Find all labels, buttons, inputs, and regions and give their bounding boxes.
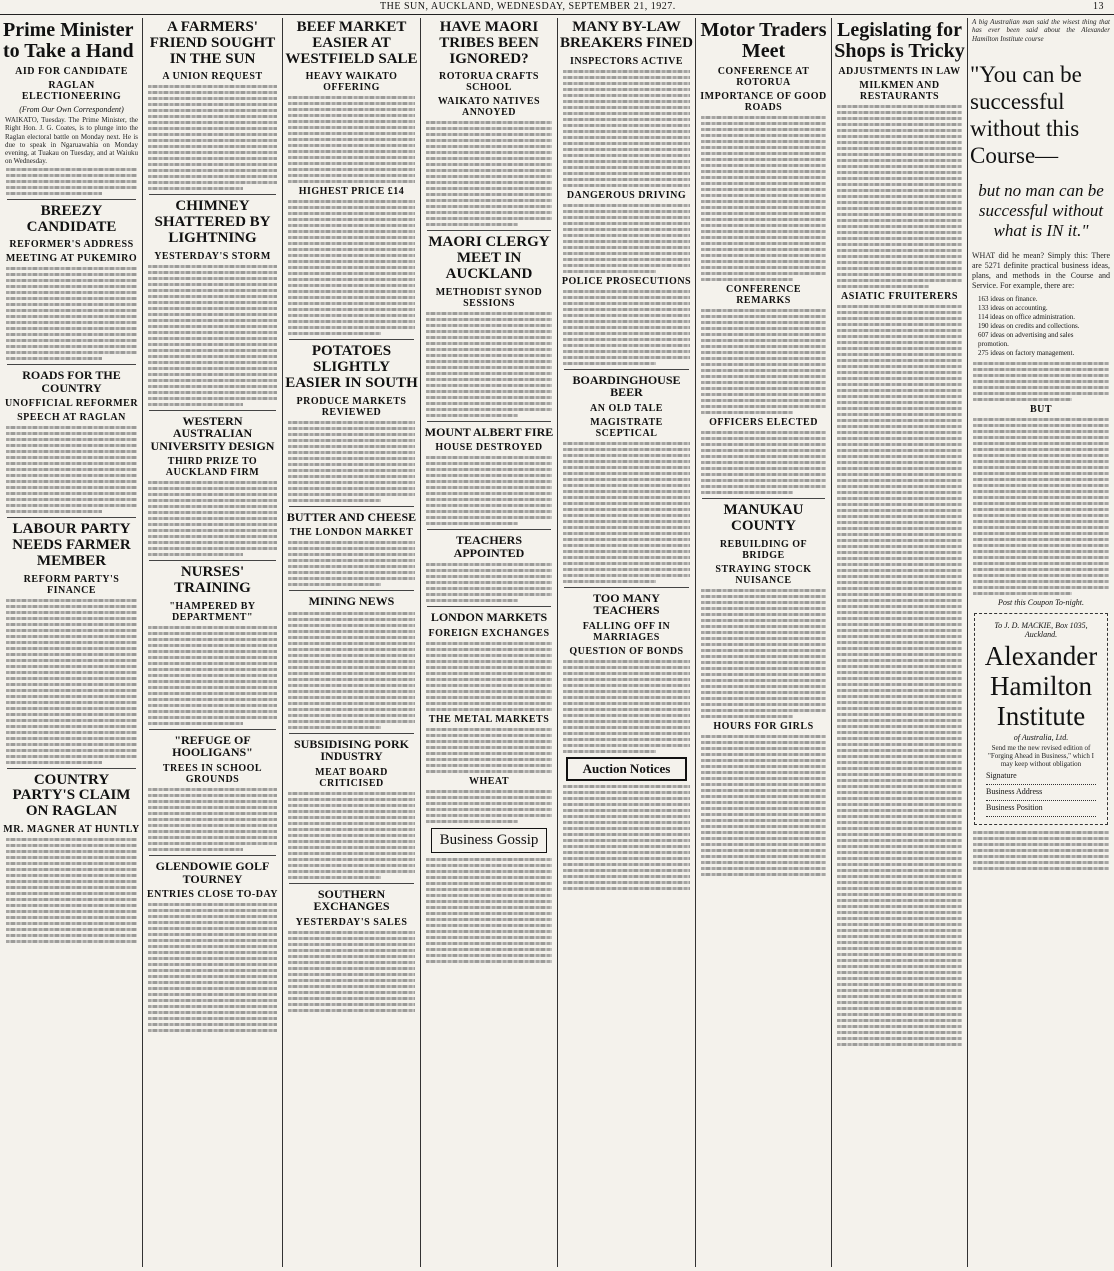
subheading: WHEAT bbox=[468, 775, 510, 787]
subheading: CONFERENCE AT ROTORUA bbox=[717, 66, 810, 88]
headline: GLENDOWIE GOLF TOURNEY bbox=[155, 858, 270, 886]
divider bbox=[289, 883, 414, 884]
headline: MAORI CLERGY MEET IN AUCKLAND bbox=[428, 234, 550, 282]
divider bbox=[427, 421, 551, 422]
article-body bbox=[285, 200, 418, 335]
list-item: 275 ideas on factory management. bbox=[978, 348, 1075, 357]
headline: SUBSIDISING PORK INDUSTRY bbox=[293, 736, 410, 764]
headline: MINING NEWS bbox=[308, 594, 395, 609]
advert-intro: A big Australian man said the wisest thing that has ever been said about the Alexander Hamilton Institute course bbox=[972, 18, 1110, 43]
column-3 bbox=[285, 18, 418, 1267]
headline: TEACHERS APPOINTED bbox=[453, 533, 525, 560]
column-4 bbox=[423, 18, 555, 1267]
article-body bbox=[145, 85, 280, 190]
divider bbox=[7, 517, 136, 518]
subheading: THE LONDON MARKET bbox=[289, 527, 414, 539]
divider bbox=[564, 369, 689, 370]
article-body bbox=[560, 290, 693, 365]
article-body bbox=[560, 785, 693, 890]
advert-body bbox=[970, 831, 1112, 870]
article-body bbox=[285, 96, 418, 183]
subheading: HEAVY WAIKATO OFFERING bbox=[305, 71, 398, 94]
advert-body bbox=[970, 362, 1112, 401]
headline: SOUTHERN EXCHANGES bbox=[313, 886, 390, 914]
article-body bbox=[834, 105, 965, 288]
article-body bbox=[834, 305, 965, 1046]
subheading: IMPORTANCE OF GOOD ROADS bbox=[700, 91, 827, 113]
article-body bbox=[3, 426, 140, 513]
article-body bbox=[285, 612, 418, 729]
article-body bbox=[698, 431, 829, 494]
divider bbox=[702, 498, 825, 499]
column-rule bbox=[831, 18, 832, 1267]
business-gossip-box: Business Gossip bbox=[431, 828, 547, 853]
coupon-request: Send me the new revised edition of "Forging Ahead in Business," which I may keep without obligation bbox=[988, 743, 1094, 769]
divider bbox=[427, 606, 551, 607]
divider bbox=[149, 855, 276, 856]
subheading: UNOFFICIAL REFORMER bbox=[4, 398, 139, 410]
divider bbox=[7, 199, 136, 200]
headline: POTATOES SLIGHTLY EASIER IN SOUTH bbox=[285, 343, 418, 391]
headline: WESTERN AUSTRALIAN UNIVERSITY DESIGN bbox=[150, 413, 275, 453]
divider bbox=[289, 506, 414, 507]
subheading: YESTERDAY'S SALES bbox=[295, 917, 408, 929]
article-body bbox=[698, 309, 829, 414]
subheading: MEAT BOARD CRITICISED bbox=[315, 766, 388, 789]
advert-but: BUT bbox=[1029, 403, 1053, 415]
subheading: AN OLD TALE bbox=[590, 402, 663, 414]
list-item: 163 ideas on finance. bbox=[978, 294, 1038, 303]
article-body bbox=[560, 204, 693, 273]
subheading: METHODIST SYNOD SESSIONS bbox=[435, 286, 543, 309]
subheading: HOURS FOR GIRLS bbox=[713, 720, 814, 732]
institute-suffix: of Australia, Ltd. bbox=[1013, 732, 1069, 742]
subheading: TREES IN SCHOOL GROUNDS bbox=[162, 762, 263, 785]
business-address-field[interactable]: Business Address bbox=[986, 787, 1096, 801]
headline: MOUNT ALBERT FIRE bbox=[424, 424, 554, 439]
masthead bbox=[0, 0, 1114, 15]
subheading: QUESTION OF BONDS bbox=[569, 645, 684, 657]
headline: Legislating for Shops is Tricky bbox=[834, 19, 965, 62]
article-body bbox=[145, 788, 280, 851]
subheading: WAIKATO NATIVES ANNOYED bbox=[437, 96, 541, 119]
article-body bbox=[423, 456, 555, 525]
headline: MANUKAU COUNTY bbox=[723, 502, 804, 534]
article-body bbox=[285, 421, 418, 502]
headline: LONDON MARKETS bbox=[430, 610, 548, 625]
subheading: DANGEROUS DRIVING bbox=[566, 189, 687, 201]
article-body bbox=[560, 442, 693, 583]
article-body bbox=[3, 267, 140, 360]
subheading: INSPECTORS ACTIVE bbox=[569, 55, 684, 67]
article-body bbox=[423, 642, 555, 711]
article-body bbox=[145, 481, 280, 556]
institute-name: Institute bbox=[996, 700, 1086, 731]
article-text: WAIKATO, Tuesday. The Prime Minister, the Right Hon. J. G. Coates, is to plunge into the Raglan electoral battle on Monday next. He is due to speak in Ngaruawahia on Monday evening, at Tuakau on Tuesday, and at Waiuku on Wednesday. bbox=[5, 116, 138, 166]
column-6 bbox=[698, 18, 829, 1267]
subheading: REBUILDING OF BRIDGE bbox=[719, 538, 808, 561]
subheading: FOREIGN EXCHANGES bbox=[428, 627, 550, 639]
article-body bbox=[145, 626, 280, 725]
hamilton-institute-advert bbox=[970, 18, 1112, 1267]
column-rule bbox=[282, 18, 283, 1267]
article-body bbox=[423, 728, 555, 773]
list-item: 190 ideas on credits and collections. bbox=[978, 321, 1080, 330]
divider bbox=[7, 364, 136, 365]
article-body bbox=[3, 168, 140, 195]
advert-lead: WHAT did he mean? Simply this: There are 5271 definite practical business ideas, plans, and methods in the Course and Service. For example, there are: bbox=[972, 250, 1110, 290]
article-body bbox=[285, 931, 418, 1012]
subheading: MR. MAGNER AT HUNTLY bbox=[3, 823, 140, 835]
article-body bbox=[560, 70, 693, 187]
column-rule bbox=[695, 18, 696, 1267]
subheading: RAGLAN ELECTIONEERING bbox=[21, 80, 122, 102]
subheading: HOUSE DESTROYED bbox=[435, 442, 543, 454]
divider bbox=[149, 729, 276, 730]
divider bbox=[289, 733, 414, 734]
coupon-heading: Post this Coupon To-night. bbox=[998, 597, 1084, 607]
subheading: ASIATIC FRUITERERS bbox=[841, 291, 958, 302]
coupon-address: To J. D. MACKIE, Box 1035, Auckland. bbox=[994, 620, 1088, 639]
article-body bbox=[145, 903, 280, 1032]
subheading: REFORM PARTY'S FINANCE bbox=[23, 573, 120, 596]
subheading: ROTORUA CRAFTS SCHOOL bbox=[439, 71, 539, 94]
column-rule bbox=[420, 18, 421, 1267]
subheading: CONFERENCE REMARKS bbox=[725, 284, 801, 306]
subheading: POLICE PROSECUTIONS bbox=[561, 275, 692, 287]
list-item: 133 ideas on accounting. bbox=[978, 303, 1048, 312]
column-rule bbox=[142, 18, 143, 1267]
subheading: YESTERDAY'S STORM bbox=[154, 250, 271, 262]
column-rule bbox=[967, 18, 968, 1267]
article-body bbox=[423, 563, 555, 602]
article-body bbox=[560, 660, 693, 753]
column-7 bbox=[834, 18, 965, 1267]
headline: COUNTRY PARTY'S CLAIM ON RAGLAN bbox=[12, 771, 131, 820]
advert-quote: "You can be successful without this Course— bbox=[970, 61, 1082, 168]
divider bbox=[149, 560, 276, 561]
signature-field[interactable]: Signature bbox=[986, 771, 1096, 785]
article-body bbox=[285, 792, 418, 879]
subheading: MEETING AT PUKEMIRO bbox=[5, 253, 138, 265]
subheading: MAGISTRATE SCEPTICAL bbox=[590, 416, 663, 439]
subheading: HIGHEST PRICE £14 bbox=[298, 186, 405, 198]
headline: BUTTER AND CHEESE bbox=[286, 509, 417, 524]
headline: NURSES' TRAINING bbox=[174, 564, 251, 597]
headline: Prime Minister to Take a Hand bbox=[3, 19, 134, 62]
headline: ROADS FOR THE COUNTRY bbox=[22, 368, 121, 395]
divider bbox=[7, 768, 136, 769]
headline: "REFUGE OF HOOLIGANS" bbox=[172, 732, 253, 760]
article-body bbox=[698, 589, 829, 718]
list-item: 607 ideas on advertising and sales promotion. bbox=[978, 330, 1074, 348]
institute-name: Alexander bbox=[984, 640, 1098, 671]
article-body bbox=[698, 735, 829, 876]
subheading: "HAMPERED BY DEPARTMENT" bbox=[169, 600, 256, 623]
headline: LABOUR PARTY NEEDS FARMER MEMBER bbox=[12, 521, 131, 569]
institute-name: Hamilton bbox=[990, 670, 1092, 701]
article-body bbox=[3, 599, 140, 764]
article-body bbox=[423, 312, 555, 417]
article-body bbox=[285, 541, 418, 586]
article-body bbox=[423, 790, 555, 823]
masthead-title: THE SUN, AUCKLAND, WEDNESDAY, SEPTEMBER 21, 1927. bbox=[380, 1, 676, 12]
subheading: AID FOR CANDIDATE bbox=[15, 66, 128, 77]
subheading: PRODUCE MARKETS REVIEWED bbox=[296, 395, 407, 418]
subheading: STRAYING STOCK NUISANCE bbox=[715, 563, 812, 586]
divider bbox=[149, 410, 276, 411]
subheading: THIRD PRIZE TO AUCKLAND FIRM bbox=[165, 456, 260, 479]
subheading: REFORMER'S ADDRESS bbox=[9, 239, 134, 251]
column-1 bbox=[3, 18, 140, 1267]
headline: BEEF MARKET EASIER AT WESTFIELD SALE bbox=[285, 19, 418, 67]
subheading: A UNION REQUEST bbox=[162, 71, 263, 83]
subheading: ADJUSTMENTS IN LAW bbox=[838, 66, 961, 77]
subheading: THE METAL MARKETS bbox=[428, 713, 550, 725]
divider bbox=[289, 339, 414, 340]
byline: (From Our Own Correspondent) bbox=[19, 105, 124, 114]
subheading: MILKMEN AND RESTAURANTS bbox=[859, 80, 940, 102]
divider bbox=[427, 230, 551, 231]
subheading: OFFICERS ELECTED bbox=[709, 417, 818, 428]
divider bbox=[564, 587, 689, 588]
headline: MANY BY-LAW BREAKERS FINED bbox=[560, 19, 693, 51]
subheading: SPEECH AT RAGLAN bbox=[17, 412, 126, 424]
subheading: ENTRIES CLOSE TO-DAY bbox=[147, 889, 278, 901]
headline: HAVE MAORI TRIBES BEEN IGNORED? bbox=[439, 19, 539, 67]
headline: Motor Traders Meet bbox=[700, 19, 827, 62]
column-rule bbox=[557, 18, 558, 1267]
coupon[interactable] bbox=[974, 613, 1108, 825]
article-body bbox=[3, 838, 140, 943]
auction-notices-box: Auction Notices bbox=[566, 757, 687, 781]
business-position-field[interactable]: Business Position bbox=[986, 803, 1096, 817]
advert-ideas-list bbox=[978, 295, 1104, 358]
column-2 bbox=[145, 18, 280, 1267]
divider bbox=[149, 194, 276, 195]
list-item: 114 ideas on office administration. bbox=[978, 312, 1076, 321]
headline: BREEZY CANDIDATE bbox=[26, 202, 117, 235]
column-5 bbox=[560, 18, 693, 1267]
article-body bbox=[423, 858, 555, 963]
advert-quote-2: but no man can be successful without what is IN it." bbox=[978, 180, 1104, 240]
headline: TOO MANY TEACHERS bbox=[593, 590, 660, 618]
article-body bbox=[145, 265, 280, 406]
headline: A FARMERS' FRIEND SOUGHT IN THE SUN bbox=[149, 19, 276, 67]
page-number: 13 bbox=[1093, 1, 1104, 12]
divider bbox=[427, 529, 551, 530]
article-body bbox=[423, 121, 555, 226]
divider bbox=[289, 590, 414, 591]
advert-body bbox=[970, 418, 1112, 595]
headline: BOARDINGHOUSE BEER bbox=[572, 372, 681, 400]
headline: CHIMNEY SHATTERED BY LIGHTNING bbox=[154, 198, 271, 246]
subheading: FALLING OFF IN MARRIAGES bbox=[582, 620, 671, 643]
article-body bbox=[698, 116, 829, 281]
